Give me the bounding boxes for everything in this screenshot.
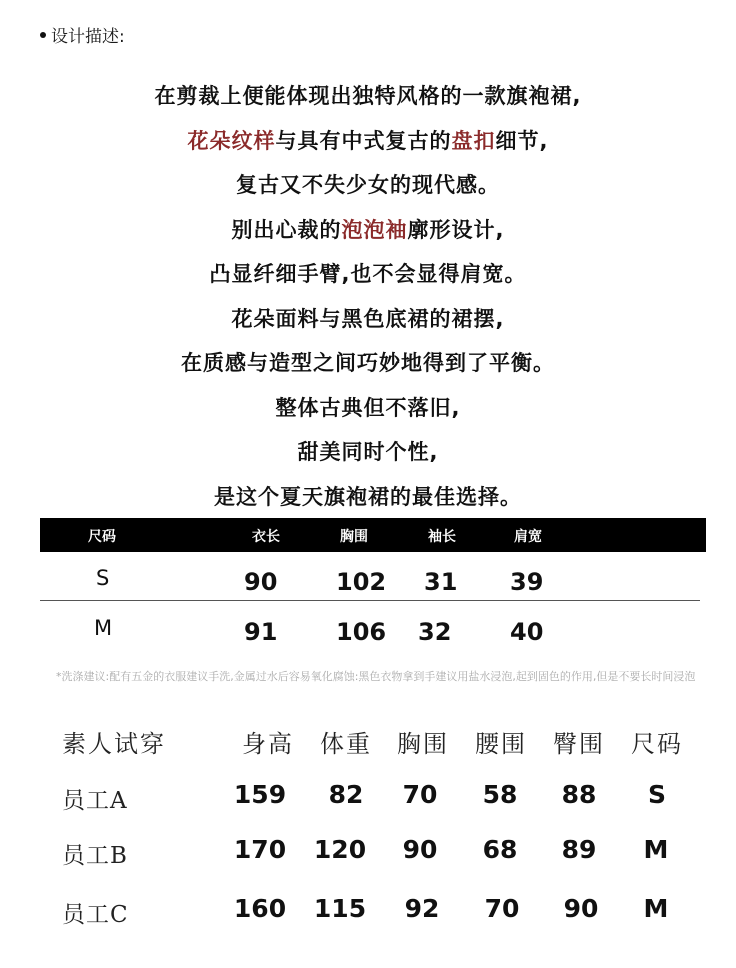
try-height: 159: [233, 780, 287, 809]
try-weight: 115: [313, 894, 367, 923]
desc-line-10: 是这个夏天旗袍裙的最佳选择。: [214, 484, 522, 509]
sleeve-cell: 32: [418, 618, 452, 646]
desc-line-7: 在质感与造型之间巧妙地得到了平衡。: [181, 351, 555, 375]
header-bust: 胸围: [340, 529, 368, 545]
try-hip: 89: [561, 835, 597, 864]
length-cell: 90: [244, 568, 278, 596]
bust-cell: 106: [336, 618, 387, 646]
try-name: 员工B: [62, 843, 128, 869]
bullet-icon: [40, 32, 46, 38]
try-weight: 82: [328, 780, 364, 809]
header-shoulder: 肩宽: [514, 529, 542, 545]
bust-cell: 102: [336, 568, 387, 596]
try-height: 160: [233, 894, 287, 923]
try-header-hip: 臀围: [553, 730, 605, 758]
try-header-model: 素人试穿: [62, 730, 166, 758]
length-cell: 91: [244, 618, 278, 646]
try-header-height: 身高: [242, 730, 294, 758]
try-waist: 68: [482, 835, 518, 864]
row-divider: [40, 600, 700, 601]
try-header-weight: 体重: [320, 730, 372, 758]
desc-line-9: 甜美同时个性,: [297, 440, 439, 464]
care-note: *洗涤建议:配有五金的衣服建议手洗,金属过水后容易氧化腐蚀:黑色衣物拿到手建议用盐水浸泡,起到固色的作用,但是不要长时间浸泡: [56, 670, 696, 683]
try-header-bust: 胸围: [397, 730, 449, 758]
header-size: 尺码: [88, 529, 116, 545]
size-table-header: [40, 518, 706, 552]
try-header-waist: 腰围: [475, 730, 527, 758]
desc-highlight-sleeve: 泡泡袖: [341, 217, 408, 242]
header-length: 衣长: [252, 529, 280, 545]
try-name: 员工C: [62, 902, 129, 928]
desc-line-4-start: 别出心裁的: [231, 217, 342, 242]
description-block: [0, 74, 736, 519]
desc-highlight-pattern: 花朵纹样: [187, 128, 276, 153]
header-sleeve: 袖长: [428, 529, 456, 545]
try-size: M: [643, 894, 669, 923]
try-bust: 70: [402, 780, 438, 809]
try-size: M: [643, 835, 669, 864]
size-cell: S: [96, 566, 110, 590]
try-name: 员工A: [62, 788, 128, 814]
shoulder-cell: 39: [510, 568, 544, 596]
try-bust: 90: [402, 835, 438, 864]
section-title: [40, 22, 125, 47]
try-size: S: [647, 780, 666, 809]
section-title-text: 设计描述:: [51, 27, 125, 47]
size-row-m: [40, 610, 706, 658]
try-weight: 120: [313, 835, 367, 864]
try-bust: 92: [404, 894, 440, 923]
try-height: 170: [233, 835, 287, 864]
desc-line-5: 凸显纤细手臂,也不会显得肩宽。: [209, 262, 527, 286]
sleeve-cell: 31: [424, 568, 458, 596]
desc-highlight-button: 盘扣: [451, 128, 496, 153]
try-hip: 90: [563, 894, 599, 923]
desc-line-6: 花朵面料与黑色底裙的裙摆,: [231, 306, 505, 331]
desc-line-8: 整体古典但不落旧,: [275, 395, 461, 420]
desc-line-3: 复古又不失少女的现代感。: [236, 173, 500, 197]
desc-line-2-mid: 与具有中式复古的: [275, 128, 452, 153]
shoulder-cell: 40: [510, 618, 544, 646]
try-waist: 58: [482, 780, 518, 809]
try-hip: 88: [561, 780, 597, 809]
try-header-size: 尺码: [631, 730, 683, 758]
size-cell: M: [94, 616, 113, 640]
desc-line-4: [0, 208, 736, 253]
desc-line-2: [0, 119, 736, 164]
desc-line-2-end: 细节,: [495, 128, 549, 153]
desc-line-1: 在剪裁上便能体现出独特风格的一款旗袍裙,: [154, 84, 582, 108]
try-waist: 70: [484, 894, 520, 923]
desc-line-4-end: 廓形设计,: [407, 217, 505, 242]
